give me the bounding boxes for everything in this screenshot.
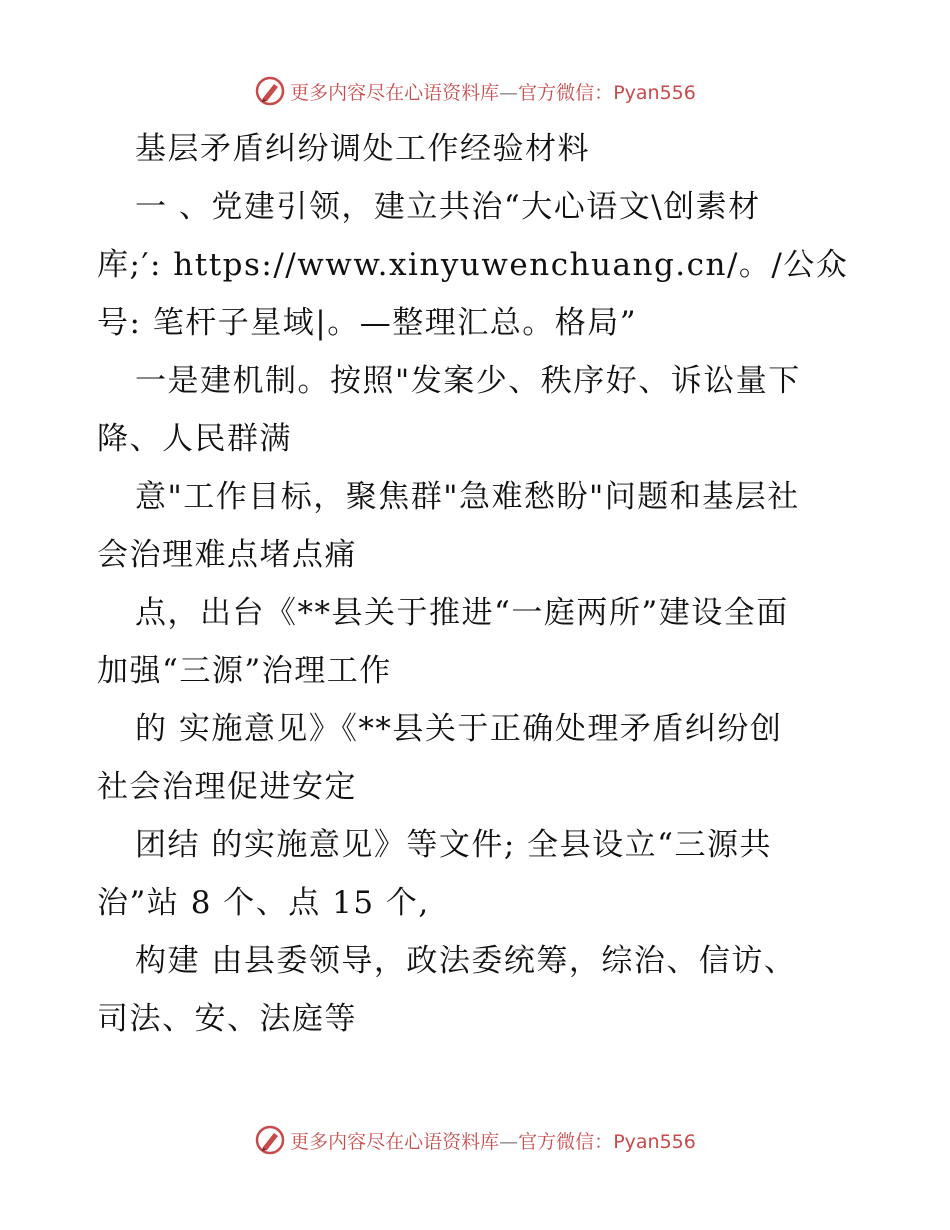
footer-banner-handle: Pyan556 — [613, 1130, 696, 1153]
header-banner-suffix: 官方微信： — [518, 81, 614, 104]
text-line: 号: 笔杆子星域|。—整理汇总。格局” — [97, 305, 638, 341]
footer-watermark-banner — [0, 1120, 950, 1160]
footer-banner-main: 更多内容尽在心语资料库 — [290, 1130, 500, 1153]
text-line: 点，出台《**县关于推进“一庭两所”建设全面 — [135, 595, 789, 631]
text-line: 治”站 8 个、点 15 个, — [97, 885, 430, 921]
document-title: 基层矛盾纠纷调处工作经验材料 — [135, 131, 590, 167]
text-line: 构建 由县委领导，政法委统筹，综治、信访、 — [135, 943, 797, 979]
document-body — [97, 120, 857, 1048]
header-banner-separator: — — [499, 81, 519, 104]
text-line: 司法、安、法庭等 — [97, 1001, 357, 1037]
text-line: 的 实施意见》《**县关于正确处理矛盾纠纷创 — [135, 711, 783, 747]
text-line: 一 、党建引领，建立共治“大心语文\创素材 — [135, 189, 761, 225]
text-line: 团结 的实施意见》等文件; 全县设立“三源共 — [135, 827, 772, 863]
header-banner-text — [290, 78, 696, 105]
pen-logo-icon — [254, 75, 286, 107]
text-line: 加强“三源”治理工作 — [97, 653, 392, 689]
text-line: 降、人民群满 — [97, 421, 292, 457]
text-line: 会治理难点堵点痛 — [97, 537, 357, 573]
text-line: 一是建机制。按照"发案少、秩序好、诉讼量下 — [135, 363, 801, 399]
footer-banner-text — [290, 1127, 696, 1154]
text-line: 意"工作目标，聚焦群"急难愁盼"问题和基层社 — [135, 479, 800, 515]
header-banner-handle: Pyan556 — [613, 81, 696, 104]
header-banner-main: 更多内容尽在心语资料库 — [290, 81, 500, 104]
text-line: 库;′: https://www.xinyuwenchuang.cn/。/公众 — [97, 247, 849, 283]
pen-logo-icon — [254, 1124, 286, 1156]
text-line: 社会治理促进安定 — [97, 769, 357, 805]
header-watermark-banner — [0, 71, 950, 111]
footer-banner-separator: — — [499, 1130, 519, 1153]
footer-banner-suffix: 官方微信： — [518, 1130, 614, 1153]
